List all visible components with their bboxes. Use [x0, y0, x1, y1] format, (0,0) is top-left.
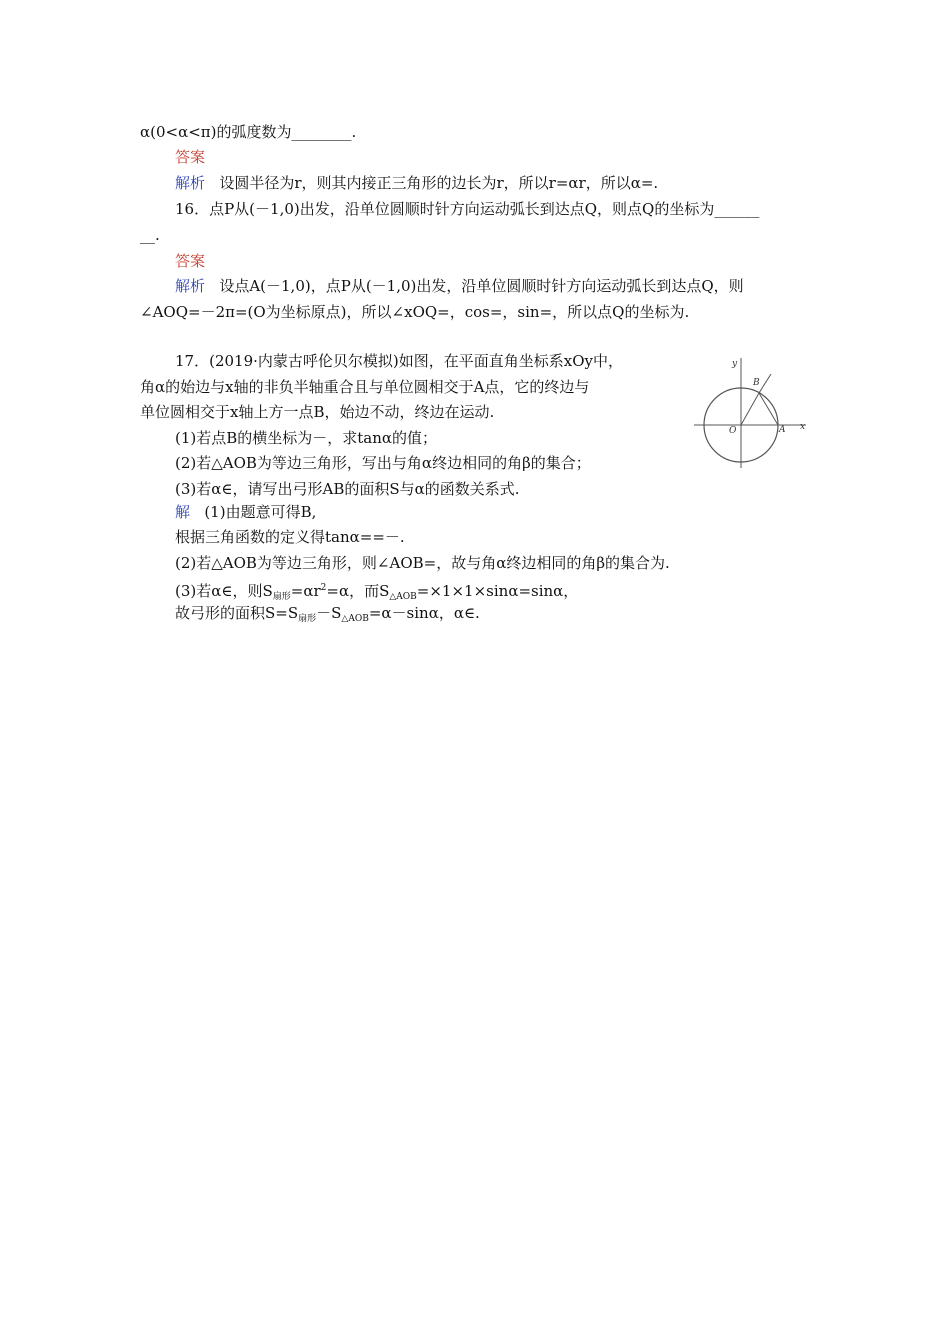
- q17-stem-line3: 单位圆相交于x轴上方一点B，始边不动，终边在运动.: [140, 403, 495, 421]
- q17-sol2: (2)若△AOB为等边三角形，则∠AOB=，故与角α终边相同的角β的集合为.: [175, 554, 670, 572]
- q17-sol3-d: =×1×1×sinα=sinα，: [416, 582, 579, 600]
- q17-sol4-c: =α－sinα，α∈.: [368, 604, 480, 622]
- q15-analysis-text: 设圆半径为r，则其内接正三角形的边长为r，所以r=αr，所以α=.: [219, 174, 659, 192]
- label-y: y: [732, 359, 738, 369]
- q16-stem-cont: __.: [140, 226, 160, 244]
- q17-part3: (3)若α∈，请写出弓形AB的面积S与α的函数关系式.: [175, 480, 520, 498]
- q17-sol4-b: －S: [316, 604, 342, 622]
- label-x: x: [800, 422, 806, 432]
- q16-analysis: [175, 276, 744, 296]
- q17-sol1: (1)由题意可得B,: [204, 503, 317, 521]
- q17-sol4-a: 故弓形的面积S=S: [175, 604, 299, 622]
- q17-sol3-sub2: △AOB: [389, 592, 417, 602]
- segment-BA: [759, 393, 778, 425]
- q17-sol3-a: (3)若α∈，则S: [175, 582, 273, 600]
- q17-stem-line2: 角α的始边与x轴的非负半轴重合且与单位圆相交于A点，它的终边与: [140, 378, 590, 396]
- q17-sol4: [175, 603, 480, 629]
- q17-sol4-sub2: △AOB: [341, 614, 369, 624]
- label-A: A: [779, 425, 786, 435]
- q16-analysis-cont: ∠AOQ=－2π=(O为坐标原点)，所以∠xOQ=，cos=，sin=，所以点Q的坐标为.: [140, 303, 690, 321]
- q17-sol3-sub1: 扇形: [272, 592, 291, 602]
- q17-stem-line1: 17．(2019·内蒙古呼伦贝尔模拟)如图，在平面直角坐标系xOy中，: [175, 352, 623, 370]
- q17-part2: (2)若△AOB为等边三角形，写出与角α终边相同的角β的集合；: [175, 454, 591, 472]
- q16-answer-label: 答案: [175, 252, 206, 270]
- q17-solution-line1: [175, 502, 316, 522]
- label-O: O: [729, 426, 737, 436]
- q15-answer-label: 答案: [175, 148, 206, 166]
- q17-sol3-b: =αr: [290, 582, 321, 600]
- q17-sol4-sub1: 扇形: [298, 614, 317, 624]
- q17-sol3-sup: 2: [320, 583, 327, 593]
- q15-analysis-label: 解析: [175, 174, 206, 192]
- q16-analysis-text: 设点A(－1,0)，点P从(－1,0)出发，沿单位圆顺时针方向运动弧长到达点Q，则: [219, 277, 744, 295]
- segment-OB: [741, 393, 759, 425]
- q17-solution-label: 解: [175, 503, 191, 521]
- label-B: B: [753, 378, 760, 388]
- q17-sol3-c: =α，而S: [326, 582, 390, 600]
- q15-analysis: [175, 173, 658, 193]
- q17-sol1b: 根据三角函数的定义得tanα==－.: [175, 528, 405, 546]
- q16-analysis-label: 解析: [175, 277, 206, 295]
- q17-part1: (1)若点B的横坐标为－，求tanα的值；: [175, 429, 438, 447]
- q16-stem: 16．点P从(－1,0)出发，沿单位圆顺时针方向运动弧长到达点Q，则点Q的坐标为______: [175, 200, 760, 218]
- unit-circle-figure: [692, 352, 810, 470]
- terminal-ray-extension: [759, 374, 771, 393]
- q15-stem-tail: α(0<α<π)的弧度数为________.: [140, 123, 357, 141]
